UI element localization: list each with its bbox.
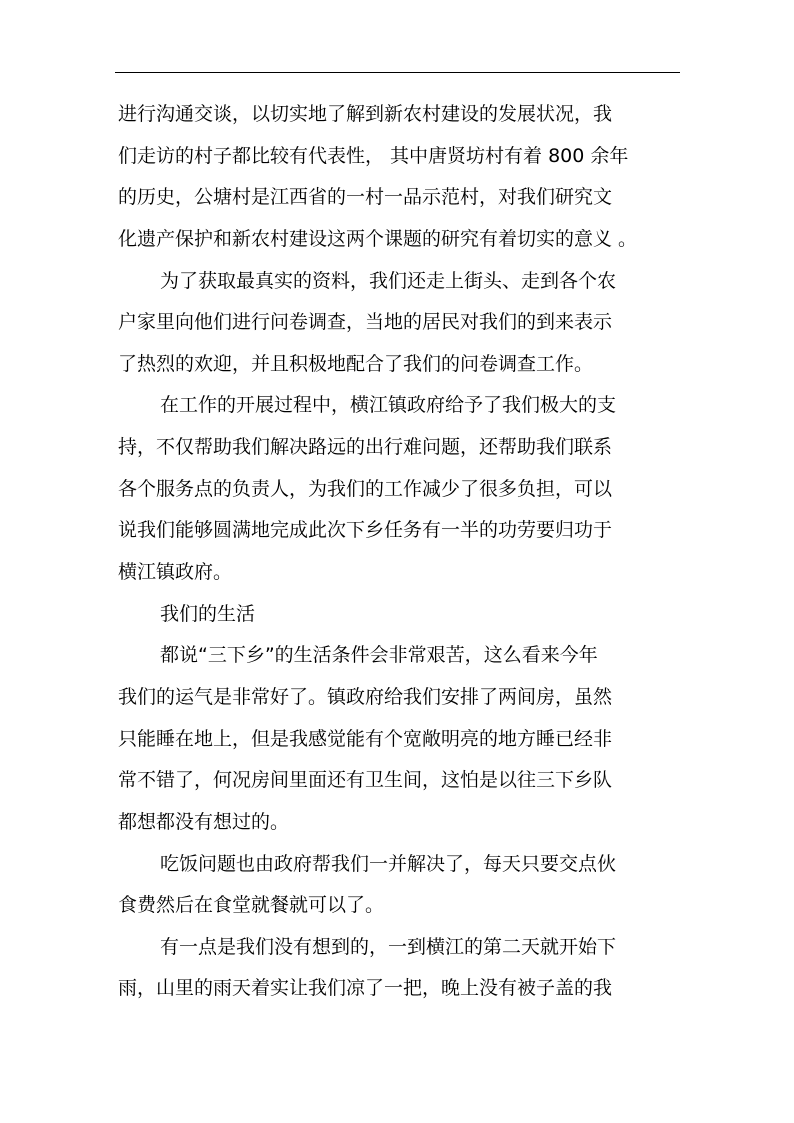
text-line: 在工作的开展过程中，横江镇政府给予了我们极大的支 [160,394,617,417]
text-line: 横江镇政府。 [118,561,233,584]
text-line: 为了获取最真实的资料，我们还走上街头、走到各个农 [160,269,617,292]
paragraph [118,844,683,927]
paragraph [118,635,683,843]
text-line: 都说“三下乡”的生活条件会非常艰苦，这么看来今年 [160,644,598,667]
text-line: 都想都没有想过的。 [118,810,290,833]
text-line: 食费然后在食堂就餐就可以了。 [118,894,385,917]
text-line: 持，不仅帮助我们解决路远的出行难问题，还帮助我们联系 [118,436,613,459]
text-line: 说我们能够圆满地完成此次下乡任务有一半的功劳要归功于 [118,519,613,542]
paragraph [118,385,683,593]
body-text [118,94,683,1010]
paragraph [118,94,683,261]
text-line: 进行沟通交谈，以切实地了解到新农村建设的发展状况，我 [118,103,613,125]
text-line: 我们的生活 [160,602,256,625]
paragraph [118,594,683,636]
text-line: 化遗产保护和新农村建设这两个课题的研究有着切实的意义 。 [118,227,638,250]
text-line: 了热烈的欢迎，并且积极地配合了我们的问卷调查工作。 [118,352,594,375]
text-line: 雨，山里的雨天着实让我们凉了一把，晚上没有被子盖的我 [118,977,613,1000]
text-line: 户家里向他们进行问卷调查，当地的居民对我们的到来表示 [118,311,613,334]
text-line: 我们的运气是非常好了。镇政府给我们安排了两间房，虽然 [118,685,613,708]
text-line: 们走访的村子都比较有代表性， 其中唐贤坊村有着 800 余年 [118,144,629,167]
text-line: 只能睡在地上，但是我感觉能有个宽敞明亮的地方睡已经非 [118,727,613,750]
text-line: 吃饭问题也由政府帮我们一并解决了，每天只要交点伙 [160,852,617,875]
text-line: 常不错了，何况房间里面还有卫生间，这怕是以往三下乡队 [118,769,613,792]
text-line: 的历史，公塘村是江西省的一村一品示范村，对我们研究文 [118,186,613,209]
paragraph [118,927,683,1010]
header-rule [115,72,680,73]
text-line: 有一点是我们没有想到的，一到横江的第二天就开始下 [160,935,617,958]
paragraph [118,261,683,386]
text-line: 各个服务点的负责人，为我们的工作减少了很多负担，可以 [118,477,613,500]
